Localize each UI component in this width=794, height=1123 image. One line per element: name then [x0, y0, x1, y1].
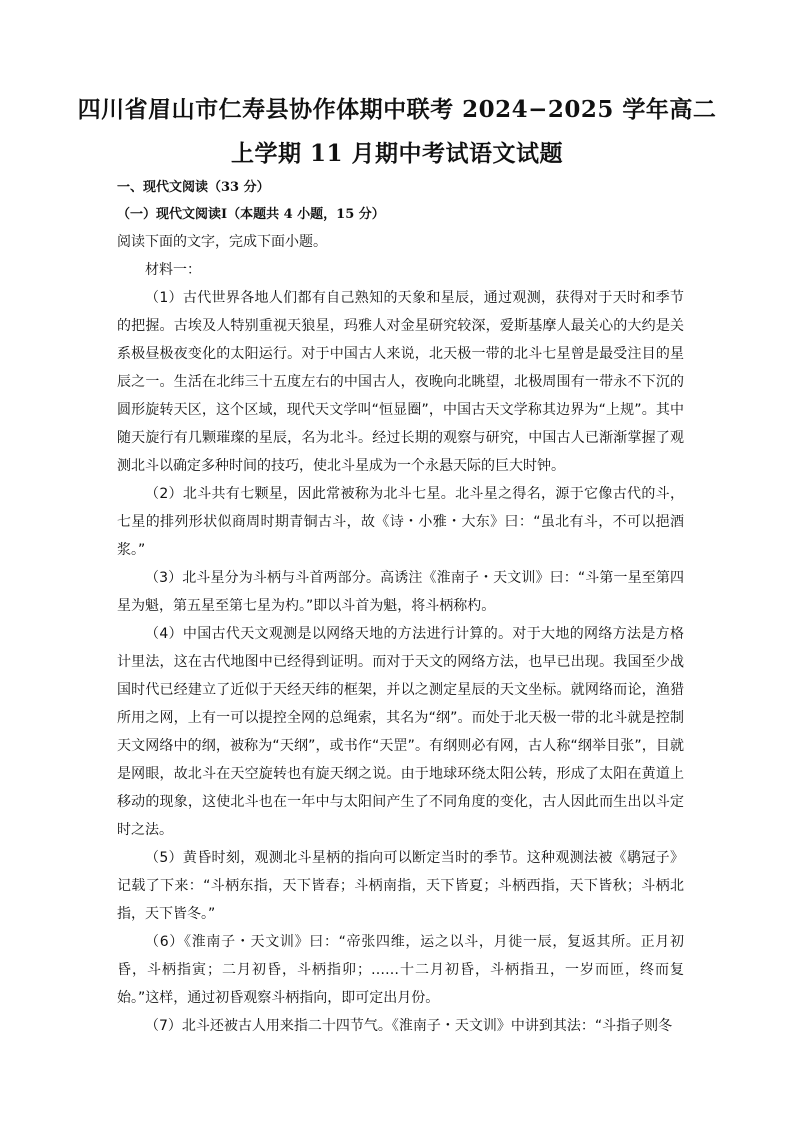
instruction-text: 阅读下面的文字，完成下面小题。	[117, 234, 327, 250]
section-heading-modern-reading: 一、现代文阅读（33 分）	[117, 180, 270, 195]
paragraph-7: （7）北斗还被古人用来指二十四节气。《淮南子・天文训》中讲到其法：“斗指子则冬	[145, 1018, 673, 1034]
paragraph-4: （4）中国古代天文观测是以网络天地的方法进行计算的。对于大地的网络方法是方格计里法，这在古代地图中已经得到证明。而对于天文的网络方法，也早已出现。我国至少战国时代已经建立了近似于天经天纬的框架，并以之测定星辰的天文坐标。就网络而论，渔猎所用之网，上有一可以提控全网的总绳索，其名为“纲”。而处于北天极一带的北斗就是控制天文网络中的纲，被称为“天纲”，或书作“天罡”。有纲则必有网，古人称“纲举目张”，目就是网眼，故北斗在天空旋转也有旋天纲之说。由于地球环绕太阳公转，形成了太阳在黄道上移动的现象，这使北斗也在一年中与太阳间产生了不同角度的变化，古人因此而生出以斗定时之法。	[117, 626, 684, 838]
material-label: 材料一：	[145, 262, 201, 278]
subsection-heading-reading-1: （一）现代文阅读Ⅰ（本题共 4 小题，15 分）	[117, 207, 385, 222]
paragraph-2: （2）北斗共有七颗星，因此常被称为北斗七星。北斗星之得名，源于它像古代的斗，七星的排列形状似商周时期青铜古斗，故《诗・小雅・大东》曰：“虽北有斗，不可以挹酒浆。”	[117, 486, 684, 558]
document-title-line-1: 四川省眉山市仁寿县协作体期中联考 2024−2025 学年高二	[77, 96, 717, 123]
paragraph-3: （3）北斗星分为斗柄与斗首两部分。高诱注《淮南子・天文训》曰：“斗第一星至第四星为魁，第五星至第七星为杓。”即以斗首为魁，将斗柄称杓。	[117, 570, 684, 614]
document-title-line-2: 上学期 11 月期中考试语文试题	[230, 140, 564, 167]
reading-body	[117, 228, 684, 1040]
paragraph-6: （6）《淮南子・天文训》曰：“帝张四维，运之以斗，月徙一辰，复返其所。正月初昏，斗柄指寅；二月初昏，斗柄指卯；……十二月初昏，斗柄指丑，一岁而匝，终而复始。”这样，通过初昏观察斗柄指向，即可定出月份。	[117, 934, 684, 1006]
paragraph-1: （1）古代世界各地人们都有自己熟知的天象和星辰，通过观测，获得对于天时和季节的把握。古埃及人特别重视天狼星，玛雅人对金星研究较深，爱斯基摩人最关心的大约是关系极昼极夜变化的太阳运行。对于中国古人来说，北天极一带的北斗七星曾是最受注目的星辰之一。生活在北纬三十五度左右的中国古人，夜晚向北眺望，北极周围有一带永不下沉的圆形旋转天区，这个区域，现代天文学叫“恒显圈”，中国古天文学称其边界为“上规”。其中随天旋行有几颗璀璨的星辰，名为北斗。经过长期的观察与研究，中国古人已渐渐掌握了观测北斗以确定多种时间的技巧，使北斗星成为一个永悬天际的巨大时钟。	[117, 290, 684, 474]
paragraph-5: （5）黄昏时刻，观测北斗星柄的指向可以断定当时的季节。这种观测法被《鹖冠子》记载了下来：“斗柄东指，天下皆春；斗柄南指，天下皆夏；斗柄西指，天下皆秋；斗柄北指，天下皆冬。”	[117, 850, 684, 922]
